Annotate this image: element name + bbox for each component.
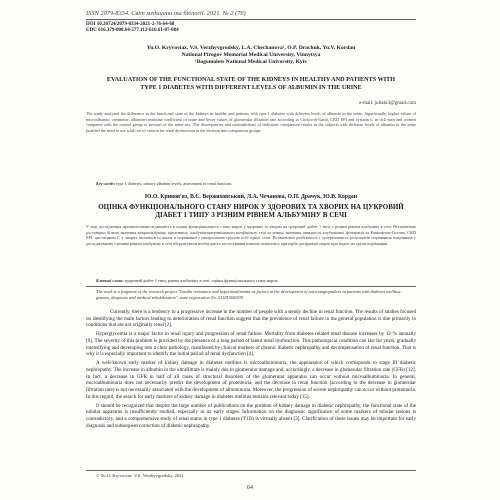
copyright-notice: © Yu.O. Kryvoviaz, V.S. Verzhyvgrodsky, 2021 <box>96 473 184 478</box>
article-title-ua: ОЦІНКА ФУНКЦІОНАЛЬНОГО СТАНУ НИРОК У ЗДОРОВИХ ТА ХВОРИХ НА ЦУКРОВИЙ ДІАБЕТ 1 ТИПУ З РІЗНИМ РІВНЕМ АЛЬБУМІНУ В СЕЧІ <box>98 203 404 220</box>
header-rule <box>86 19 416 20</box>
abstract-ua: У ході дослідження проаналізовано відмінність в оцінці функціонального стану нирок у здорових та хворих на цукровий діабет 1 типу з різним рівнем альбуміну в сечі. Встановлено достовірно більші значення мікроальбуміну, креатиніну, альбумін-креатинінового коефіцієнту сечі та менші значення швидкості клубочкової фільтрації за Кокрофтом-Голтом, CKD EPI, цистатином С у хворих чоловіків та жінок в порівнянні з контрольною групою осіб однієї статі. Встановлені розбіжності і суперечливість результатів порівняння показників у досліджуваних з різним рівнем альбуміну в сечі обґрунтували необхідність застосування повного комплексу критеріїв дисфункції нирок при поділі на групи порівняння. <box>86 224 416 246</box>
body-paragraph: A well-known early marker of kidney damage in diabetes mellitus is microalbuminuria, the appearance of which corresponds to stage III diabetic nephropathy. The increase in albumin in the ultrafiltrate is mainly due to glomerular damage and, accordingly, a decrease in glomerular filtration rate (GFR) [12]. In fact, a decrease in GFR in half of all cases of structural disorders of the glomerular apparatus can occur without microalbuminuria. In general, microalbuminuria does not necessarily predict the development of proteinuria, and the decrease in renal function (according to the decrease in glomerular filtration rate) is not necessarily associated with the development of albuminuria. Moreover, the progression of severe nephropathy can occur without proteinuria. In this regard, the search for early markers of kidney damage in diabetes mellitus remains relevant today [15]. <box>86 360 416 400</box>
funding-note: The work is a fragment of the research project "Insulin resistance and hyperinsulinemia as factors in the development of microangiopathies in patients with diabetes mellitus: genesis, diagnosis and medical rehabilitation", state registration No. 0118U000539. <box>96 289 402 300</box>
keywords-ua <box>96 278 416 284</box>
keywords-ua-label: Ключові слова: <box>96 278 124 283</box>
affiliation-1: National Pirogov Memorial Medical University, Vinnytsya <box>181 52 321 58</box>
section-rule <box>86 286 416 287</box>
keywords-en <box>96 181 416 187</box>
contact-email[interactable]: e-mail: juliakr3@gmail.com <box>359 101 416 106</box>
author-block <box>86 45 416 66</box>
body-paragraph: It should be recognized that despite the large number of publications on the problem of kidney damage in diabetic nephropathy, the functional state of the tubular apparatus is insufficiently studied, especially in its early stages. Information on the diagnostic significance of some markers of tubular lesions is contradictory, and a comprehensive study of renal status in type 1 diabetes (T1D) is virtually absent [3]. Clarification of these issues may be important for early diagnosis and subsequent correction of diabetic nephropathy. <box>86 402 416 429</box>
article-identifiers <box>86 22 416 35</box>
body-paragraph: Hyperglycemia is a major factor in renal injury and progression of renal failure. Mortality from diabetes-related renal disease increases by 12 % annually [9]. The severity of this problem is provided by the presence of a long period of latent renal dysfunction. This pathological condition can last for years, gradually intensifying and developing into a clear pathology, manifested by clinical markers of chronic diabetic nephropathy and decompensation of renal function. That is why it is especially important to identify the initial period of renal dysfunction [4]. <box>86 331 416 358</box>
keywords-label: Key words: <box>96 181 116 186</box>
page-number: 64 <box>247 485 253 491</box>
keywords-text: type 1 diabetes, urinary albumin levels, assessment of renal function. <box>116 181 232 186</box>
footer-rule <box>86 470 416 471</box>
affiliation-2: ¹Bogomolets National Medical University, Kyiv <box>194 59 308 65</box>
author-list: Yu.O. Kryvoviaz, V.S. Verzhyvgrodsky, L.A. Chechanova¹, O.P. Drachuk, Yu.V. Kordan <box>146 45 356 51</box>
udc: UDC 616.379-008.64-577.112-616.61-07-084 <box>86 28 179 34</box>
doi[interactable]: DOI 10.26724/2079-8334-2021-2-76-64-68 <box>86 22 175 27</box>
abstract-en: The study analyzed the difference in the functional state of the kidneys in healthy and patients with type 1 diabetes with different levels of albumin in the urine. Significantly, higher values of microalbumin, creatinine, albumin-creatinine coefficient of urine and lower values of glomerular filtration rate according to Cockcroft-Gault, CKD EPI and cystatin C in sick men and women compared with the control group of persons of the same sex. The discrepancies and contradictions of indicators comparison results in the subjects with different levels of albumin in the urine justified the need to use a full set of criteria for renal dysfunction in the division into comparison groups. <box>86 111 416 133</box>
article-title-en: EVALUATION OF THE FUNCTIONAL STATE OF THE KIDNEYS IN HEALTHY AND PATIENTS WITH TYPE 1 DIABETES WITH DIFFERENT LEVELS OF ALBUMIN IN THE URINE <box>106 76 396 91</box>
body-paragraph: Currently, there is a tendency to a progressive increase in the number of people with a steady decline in renal function. The results of studies focused on identifying the main factors leading to deterioration of renal function suggest that the prevalence of renal failure in the general population is due primarily to conditions that are not originally renal [2]. <box>86 309 416 329</box>
keywords-ua-text: цукровий діабет 1 типу, рівень альбуміну в сечі, оцінка функціонального стану нирок. <box>124 278 279 283</box>
author-list-ua: Ю.О. Кривов'яз, В.С. Вержиховський, Л.А. Чечанова, О.П. Драчук, Ю.В. Кордан <box>144 194 358 200</box>
article-body <box>86 309 416 432</box>
running-header: ISSN 2079-8334. Світ медицини та біології. 2021. № 2 (76) <box>86 10 246 17</box>
